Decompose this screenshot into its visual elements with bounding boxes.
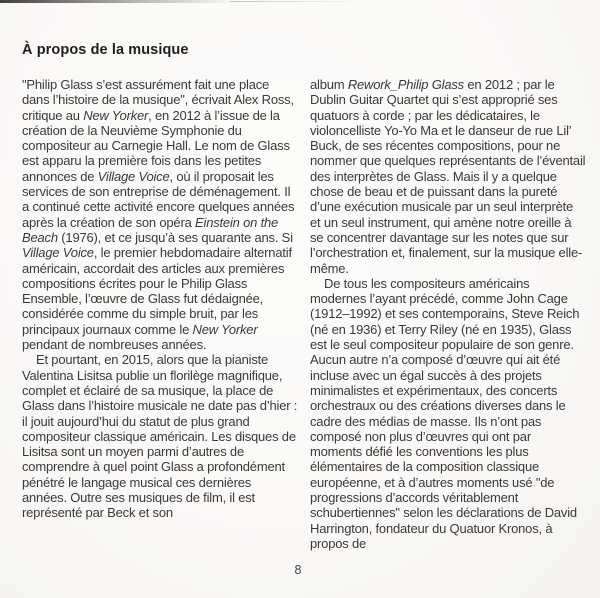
text-run: "Philip Glass s’est assurément fait une place dans l’histoire de la musique", écrivait Alex Ross, critique au (22, 77, 294, 123)
section-title: À propos de la musique (22, 42, 189, 58)
text-column-right (310, 77, 586, 551)
text-run: , en 2012 à l’issue de la création de la Neuvième Symphonie du compositeur au Carnegie Hall. Le nom de Glass est apparu la première fois dans les petites annonces de (22, 107, 290, 184)
italic-text-run: Einstein on the Beach (22, 214, 279, 245)
text-run: Et pourtant, en 2015, alors que la pianiste Valentina Lisitsa publie un florilège magnifique, complet et éclairé de sa musique, la place de Glass dans l’histoire musicale ne date pas d’hier : il jouit aujourd’hui du statut de plus grand compositeur classique américain. Les disques de Lisitsa sont un moyen parmi d’autres de comprendre à quel point Glass a profondément pénétré le langage musical ces dernières années. Outre ses musiques de film, il est représenté par Beck et son (22, 352, 298, 521)
text-run: , le premier hebdomadaire alternatif américain, accordait des articles aux premières compositions écrites pour le Philip Glass Ensemble, l’œuvre de Glass fut dédaignée, considérée comme du simple bruit, par les principaux journaux comme le (22, 245, 292, 337)
italic-text-run: New Yorker (83, 107, 149, 123)
text-columns (22, 77, 586, 551)
italic-text-run: New Yorker (192, 321, 258, 337)
paragraph (22, 352, 298, 520)
scan-edge-line (230, 1, 360, 2)
text-run: , où il proposait les services de son entreprise de déménagement. Il a continué cette activité encore quelques années après la création de son opéra (22, 168, 295, 230)
italic-text-run: Rework_Philip Glass (347, 77, 464, 92)
text-run: pendant de nombreuses années. (22, 337, 207, 353)
text-run: en 2012 ; par le Dublin Guitar Quartet qui s’est approprié ses quatuors à corde ; par les dédicataires, le violoncelliste Yo-Yo Ma et le danseur de rue Lil’ Buck, de ses récentes compositions, pour ne nommer que quelques représentants de l’éventail des interprètes de Glass. Mais il y a quelque chose de beau et de puissant dans la pureté d’une exécution musicale par un seul interprète et un seul instrument, qui amène notre oreille à se concentrer davantage sur les notes que sur l’orchestration et, finalement, sur la musique elle-même. (310, 77, 586, 276)
text-run: (1976), et ce jusqu’à ses quarante ans. Si (57, 229, 293, 245)
scan-edge-artifact (0, 0, 238, 3)
paragraph (310, 77, 586, 276)
paragraph (22, 77, 298, 352)
italic-text-run: Village Voice (22, 245, 94, 261)
text-column-left (22, 77, 298, 551)
page-number: 8 (294, 563, 302, 577)
text-run: De tous les compositeurs américains modernes l’ayant précédé, comme John Cage (1912–1992) et ses contemporains, Steve Reich (né en 1936) et Terry Riley (né en 1935), Glass est le seul compositeur populaire de son genre. Aucun autre n’a composé d’œuvre qui ait été incluse avec un égal succès à des projets minimalistes et expérimentaux, des concerts orchestraux ou des créations diverses dans le cadre des médias de masse. Ils n’ont pas composé non plus d’œuvres qui ont par moments défié les conventions les plus élémentaires de la composition classique européenne, et à d’autres moments usé "de progressions d’accords véritablement schubertiennes" selon les déclarations de David Harrington, fondateur du Quatuor Kronos, à propos de (310, 275, 580, 551)
text-run: album (310, 77, 348, 92)
italic-text-run: Village Voice (97, 168, 170, 184)
paragraph (310, 276, 586, 551)
